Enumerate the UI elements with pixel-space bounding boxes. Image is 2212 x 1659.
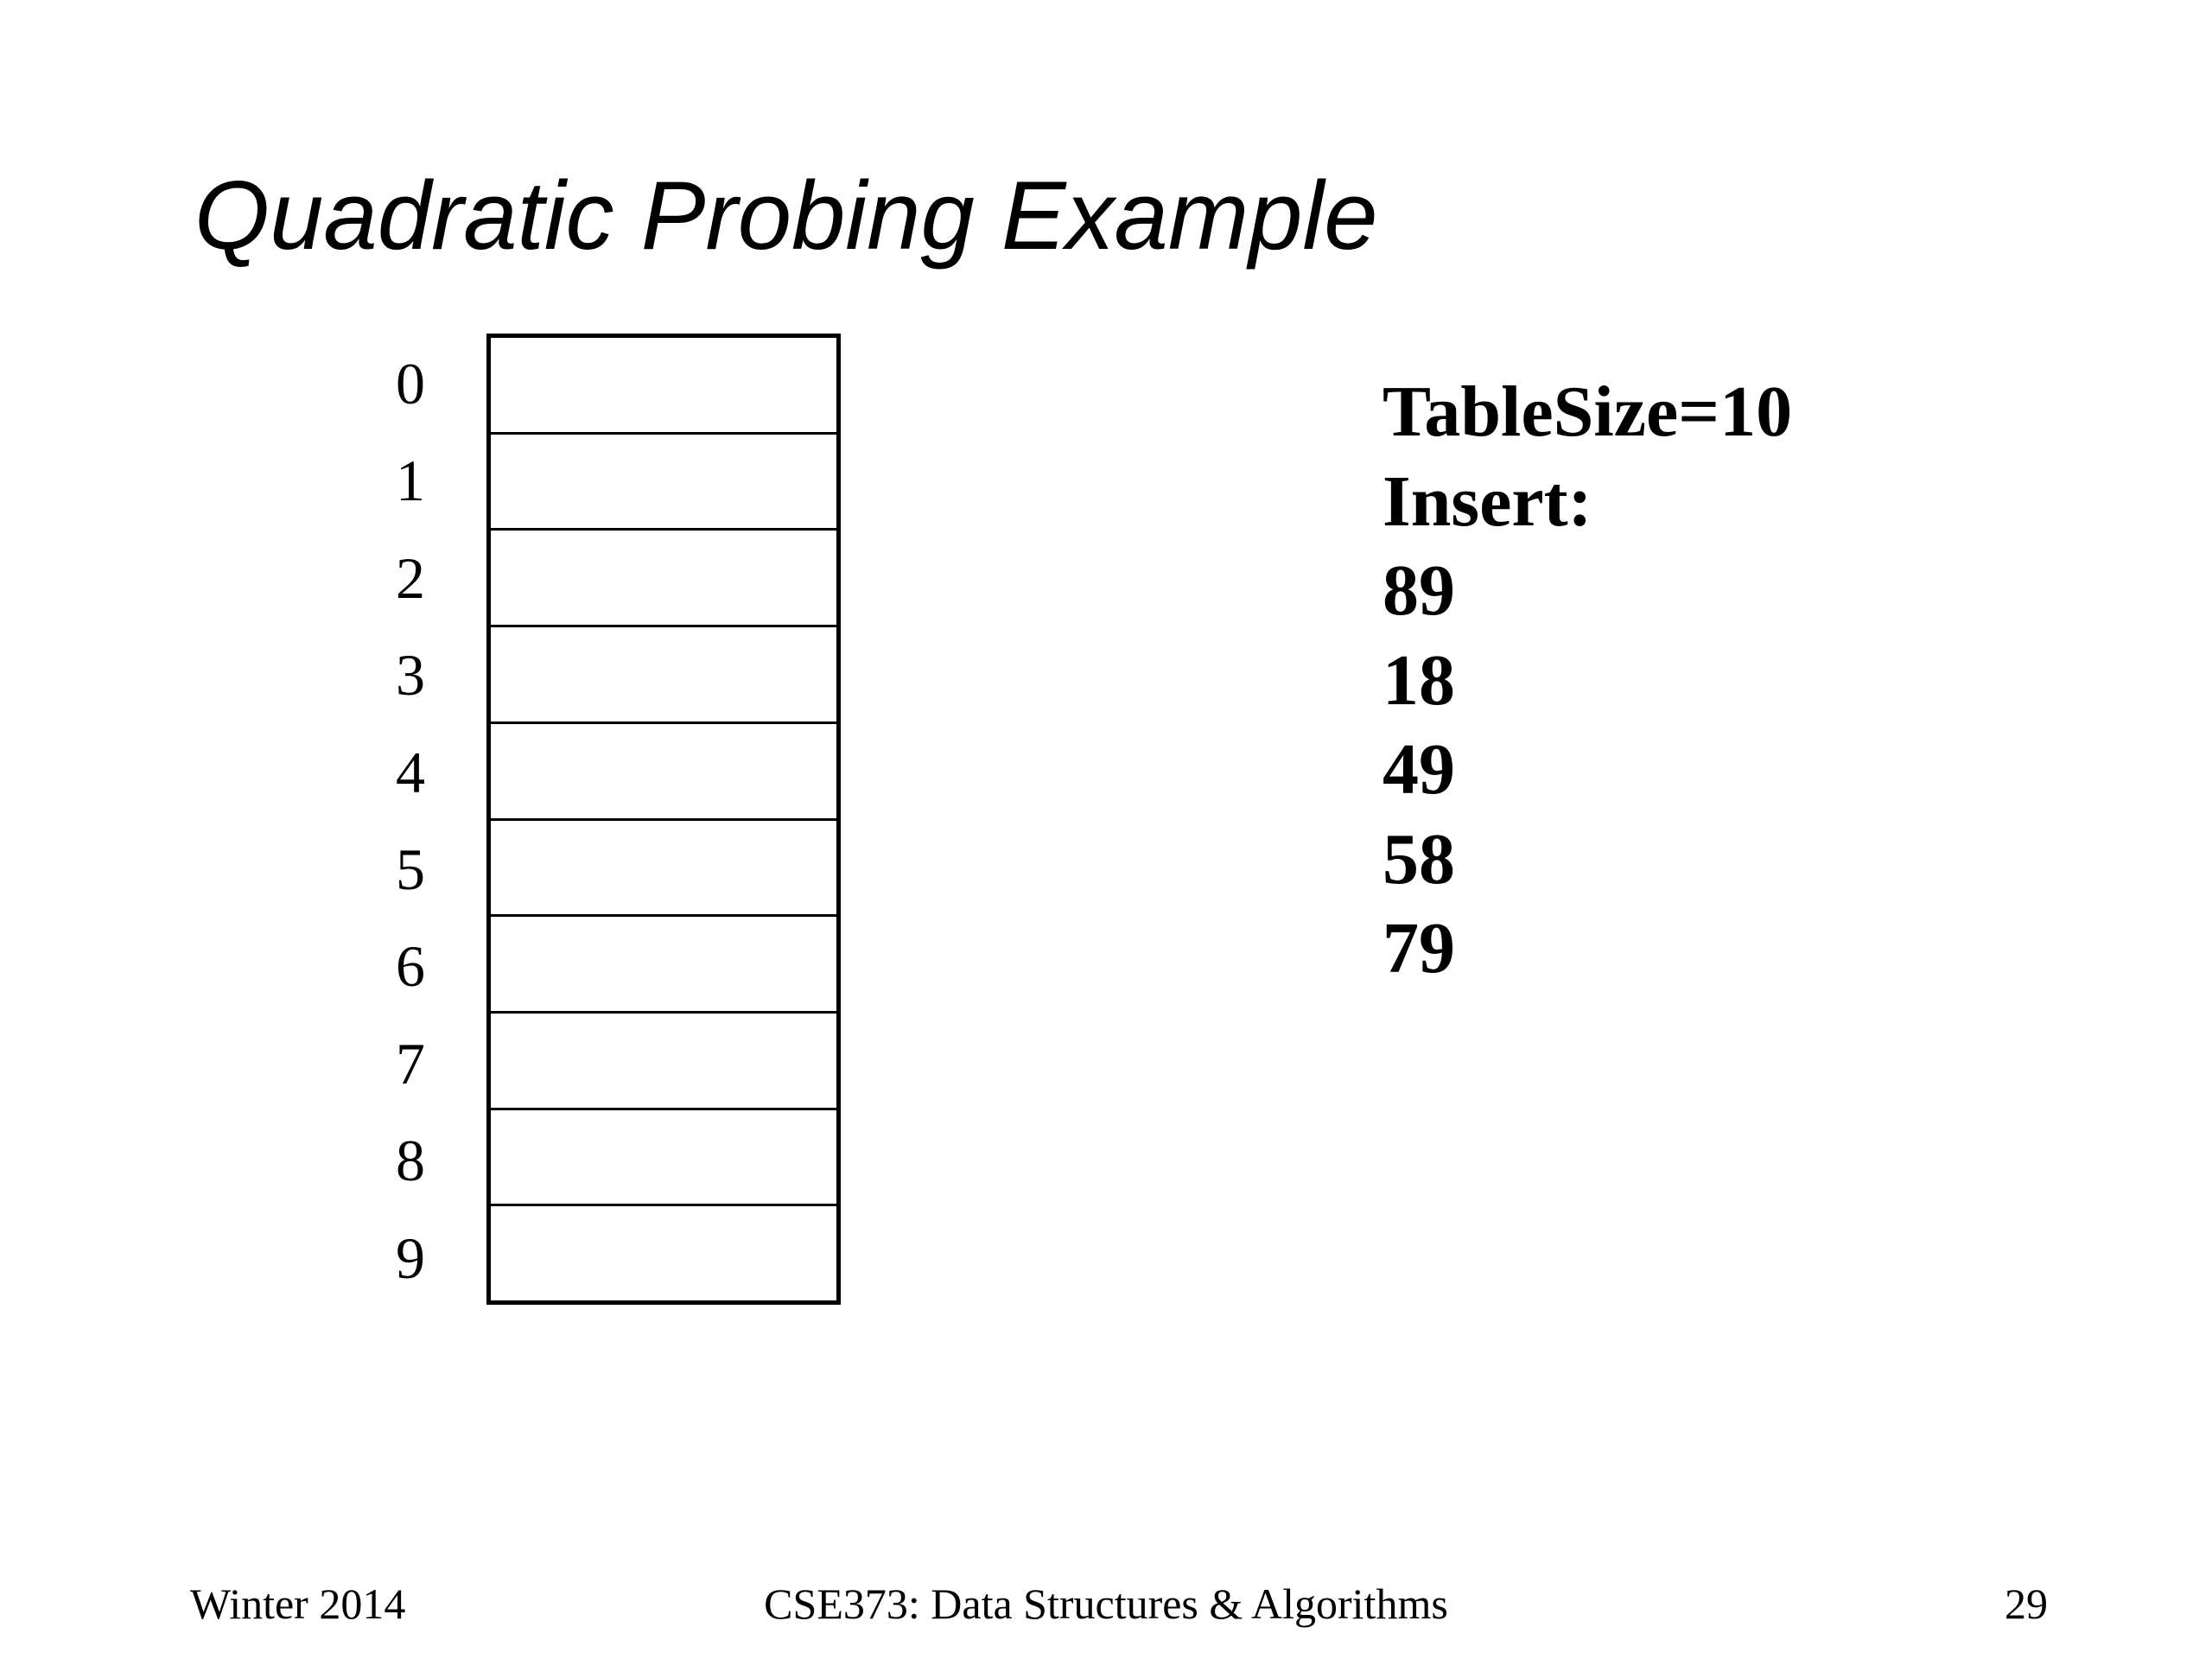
- insert-label: Insert:: [1382, 461, 1592, 542]
- hash-table-cell: [491, 1014, 836, 1110]
- insert-key: 58: [1382, 818, 1455, 899]
- hash-table-cell: [491, 338, 836, 435]
- hash-table-cell: [491, 627, 836, 724]
- slot-index: 1: [396, 448, 425, 514]
- slide-title: Quadratic Probing Example: [194, 162, 1378, 270]
- slot-index: 8: [396, 1128, 425, 1194]
- insert-key: 89: [1382, 550, 1455, 631]
- slot-index: 0: [396, 351, 425, 416]
- hash-table-cell: [491, 435, 836, 531]
- insert-key: 79: [1382, 908, 1455, 988]
- slot-index: 3: [396, 642, 425, 709]
- slot-index: 2: [396, 544, 425, 611]
- slot-index: 5: [396, 836, 425, 902]
- insert-key: 18: [1382, 639, 1455, 721]
- hash-table-cell: [491, 917, 836, 1014]
- hash-table-cell: [491, 1110, 836, 1207]
- slot-index: 6: [396, 933, 425, 1000]
- footer-term: Winter 2014: [190, 1580, 406, 1628]
- hash-table-cell: [491, 821, 836, 918]
- hash-table: [486, 334, 841, 1305]
- insert-key: 49: [1382, 729, 1455, 810]
- hash-table-cell: [491, 1206, 836, 1300]
- slot-index: 4: [396, 739, 425, 805]
- slot-index: 9: [396, 1224, 425, 1291]
- table-size-label: TableSize=10: [1382, 372, 1793, 452]
- slot-index-column: [363, 335, 458, 1306]
- hash-table-cell: [491, 531, 836, 627]
- page-number: 29: [2005, 1580, 2048, 1628]
- slot-index: 7: [396, 1030, 425, 1096]
- insert-sequence-panel: [1382, 367, 1792, 994]
- hash-table-cell: [491, 724, 836, 821]
- footer-course: CSE373: Data Structures & Algorithms: [764, 1580, 1448, 1628]
